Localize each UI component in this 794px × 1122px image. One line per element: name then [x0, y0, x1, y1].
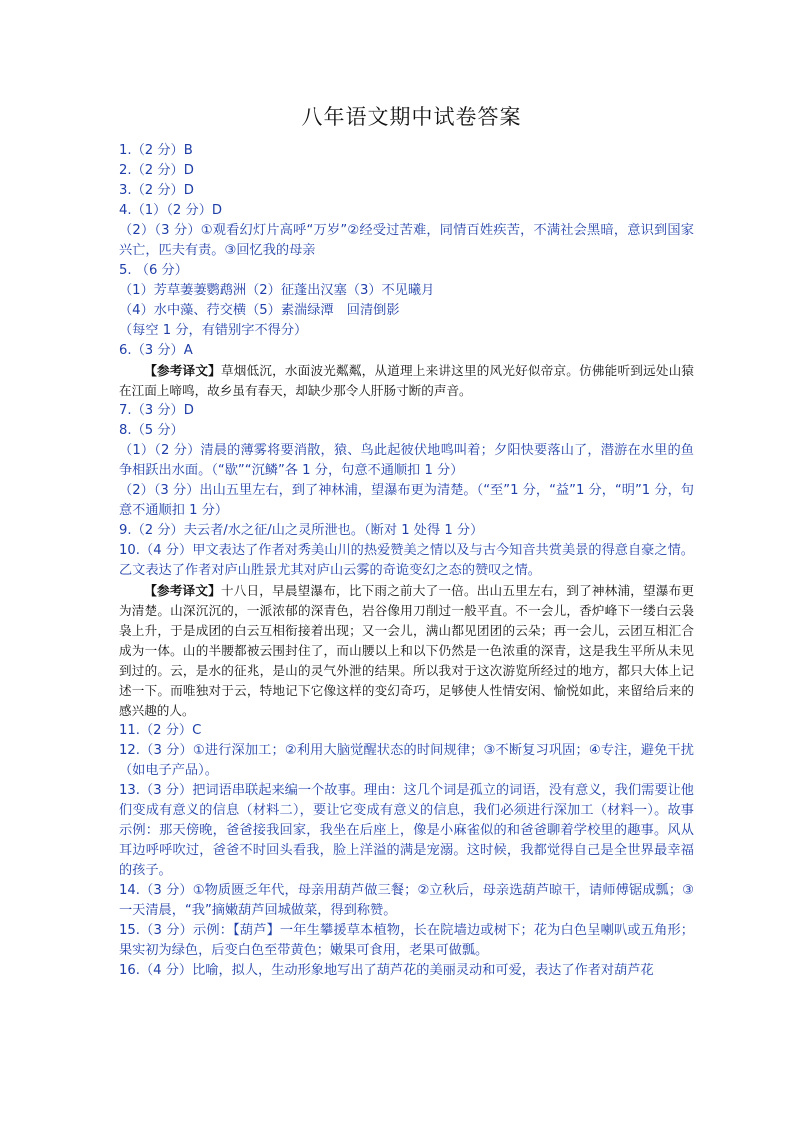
answer-q8-2: （2）（3 分）出山五里左右，到了神林浦，望瀑布更为清楚。（“至”1 分，“益”1 分，“明”1 分，句意不通顺扣 1 分）: [119, 483, 694, 518]
answer-q3: 3.（2 分）D: [119, 183, 194, 198]
answer-q5-b: （4）水中藻、荇交横（5）素湍绿潭 回清倒影: [119, 303, 400, 318]
translation-tag: 【参考译文】: [144, 363, 221, 378]
answer-q4-2: （2）（3 分）①观看幻灯片高呼“万岁”②经受过苦难，同情百姓疾苦，不满社会黑暗，意识到国家兴亡，匹夫有责。③回忆我的母亲: [119, 223, 694, 258]
answer-q7: 7.（3 分）D: [119, 403, 194, 418]
translation-q10: [119, 581, 694, 721]
answer-q11: 11.（2 分）C: [119, 723, 202, 738]
translation-q6: [119, 361, 694, 401]
page-title: 八年语文期中试卷答案: [301, 105, 522, 129]
answer-q13: 13.（3 分）把词语串联起来编一个故事。理由：这几个词是孤立的词语，没有意义，我们需要让他们变成有意义的信息（材料二），要让它变成有意义的信息，我们必须进行深加工（材料一）。故事示例：那天傍晚，爸爸接我回家，我坐在后座上，像是小麻雀似的和爸爸聊着学校里的趣事。风从耳边呼呼吹过，爸爸不时回头看我，脸上洋溢的满是宠溺。这时候，我都觉得自己是全世界最幸福的孩子。: [119, 783, 694, 878]
answer-q5-c: （每空 1 分，有错别字不得分）: [119, 323, 308, 338]
answer-q5-a: （1）芳草萋萋鹦鹉洲（2）征蓬出汉塞（3）不见曦月: [119, 283, 435, 298]
answer-q2: 2.（2 分）D: [119, 163, 194, 178]
translation-text: 草烟低沉，水面波光粼粼，从道理上来讲这里的风光好似帝京。仿佛能听到远处山猿在江面上啼鸣，故乡虽有春天，却缺少那令人肝肠寸断的声音。: [119, 363, 695, 398]
answer-q4-1: 4.（1）（2 分）D: [119, 203, 223, 218]
answer-q16: 16.（4 分）比喻，拟人，生动形象地写出了葫芦花的美丽灵动和可爱，表达了作者对葫芦花: [119, 963, 654, 978]
translation-text: 十八日，早晨望瀑布，比下雨之前大了一倍。出山五里左右，到了神林浦，望瀑布更为清楚。山深沉沉的，一派浓郁的深青色，岩谷像用刀削过一般平直。不一会儿，香炉峰下一缕白云袅袅上升，于是成团的白云互相衔接着出现；又一会儿，满山都见团团的云朵；再一会儿，云团互相汇合成为一体。山的半腰都被云围封住了，而山腰以上和以下仍然是一色浓重的深青，这是我生平所从未见到过的。云，是水的征兆，是山的灵气外泄的结果。所以我对于这次游览所经过的地方，都只大体上记述一下。而唯独对于云，特地记下它像这样的变幻奇巧，足够使人性情安闲、愉悦如此，来留给后来的感兴趣的人。: [119, 583, 695, 718]
answer-q12: 12.（3 分）①进行深加工；②利用大脑觉醒状态的时间规律；③不断复习巩固；④专注，避免干扰（如电子产品）。: [119, 743, 694, 778]
answer-q1: 1.（2 分）B: [119, 143, 193, 158]
translation-tag: 【参考译文】: [144, 583, 221, 598]
answer-q14: 14.（3 分）①物质匮乏年代，母亲用葫芦做三餐；②立秋后，母亲选葫芦晾干，请师傅锯成瓢；③一天清晨，“我”摘嫩葫芦回城做菜，得到称赞。: [119, 883, 694, 918]
answer-q5: 5. （6 分）: [119, 263, 188, 278]
answer-q8: 8.（5 分）: [119, 423, 184, 438]
answer-q10: 10.（4 分）甲文表达了作者对秀美山川的热爱赞美之情以及与古今知音共赏美景的得意自豪之情。乙文表达了作者对庐山胜景尤其对庐山云雾的奇诡变幻之态的赞叹之情。: [119, 543, 694, 578]
answer-q6: 6.（3 分）A: [119, 343, 193, 358]
answer-q15: 15.（3 分）示例：【葫芦】一年生攀援草本植物，长在院墙边或树下；花为白色呈喇叭或五角形；果实初为绿色，后变白色至带黄色；嫩果可食用，老果可做瓢。: [119, 923, 694, 958]
answer-q8-1: （1）（2 分）清晨的薄雾将要消散，猿、鸟此起彼伏地鸣叫着；夕阳快要落山了，潜游在水里的鱼争相跃出水面。（“歇”“沉鳞”各 1 分，句意不通顺扣 1 分）: [119, 443, 694, 478]
answer-q9: 9.（2 分）夫云者/水之征/山之灵所泄也。（断对 1 处得 1 分）: [119, 523, 484, 538]
